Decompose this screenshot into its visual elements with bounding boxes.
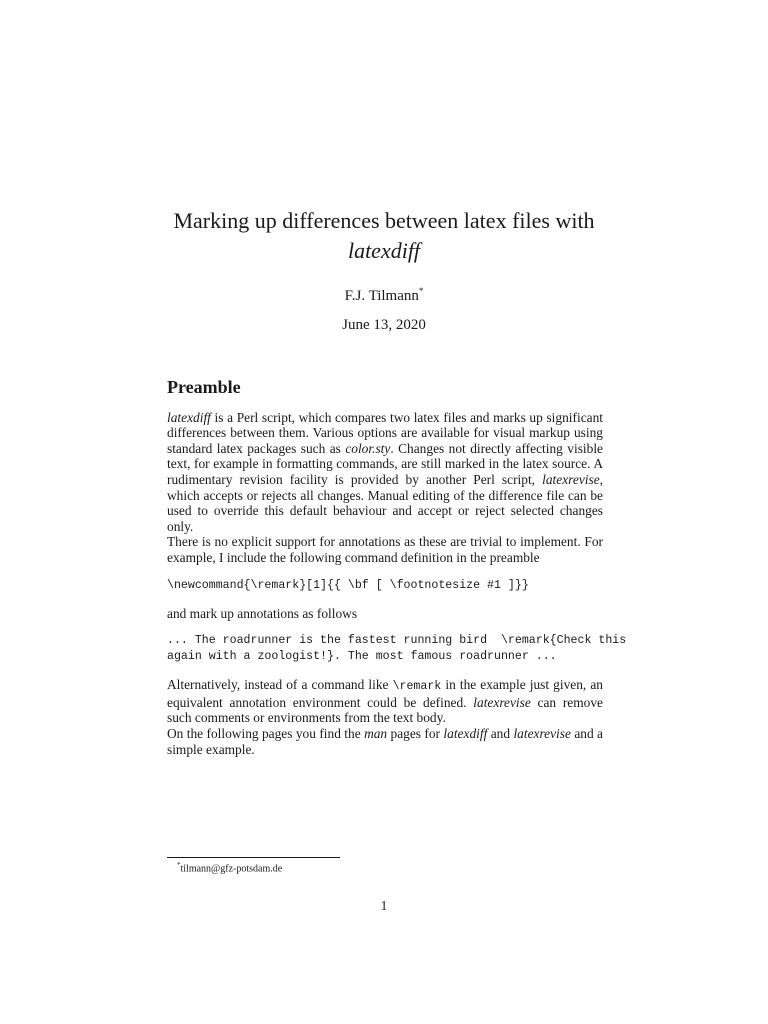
intro-color-sty: color.sty — [345, 440, 391, 456]
intro-text-2: . Changes not directly affecting visible text, for example in formatting commands, are still marked in the latex source. A rudimentary revision facility is provided by another Perl script, — [167, 440, 603, 487]
author-name: F.J. Tilmann — [344, 288, 419, 304]
alt-remark-code: \remark — [392, 680, 442, 694]
document-title — [0, 206, 768, 266]
intro-latexdiff: latexdiff — [167, 409, 211, 425]
paragraph-markup: and mark up annotations as follows — [167, 605, 358, 621]
page-number: 1 — [380, 898, 388, 913]
alt-text-1: Alternatively, instead of a command like — [167, 677, 393, 693]
follow-text-4: and a simple example. — [167, 725, 604, 757]
follow-latexdiff: latexdiff — [443, 725, 488, 741]
title-line-1: Marking up differences between latex files with — [173, 208, 595, 233]
footnote-mark: * — [177, 861, 181, 869]
footnote-email: tilmann@gfz-potsdam.de — [180, 863, 283, 875]
paragraph-alternatively — [167, 677, 603, 726]
paragraph-intro — [167, 410, 603, 535]
code-example-line-2: again with a zoologist!}. The most famous roadrunner ... — [167, 650, 557, 664]
intro-latexrevise: latexrevise — [542, 471, 600, 487]
intro-text-1: is a Perl script, which compares two latex files and marks up significant differences between them. Various options are available for visual markup using standard latex packages such as — [167, 409, 603, 456]
follow-text-1: On the following pages you find the — [167, 725, 365, 741]
intro-text-3: , which accepts or rejects all changes. Manual editing of the difference file can be used to override this default behaviour and accept or reject selected changes only. — [167, 471, 603, 534]
follow-man: man — [364, 725, 388, 741]
code-newcommand: \newcommand{\remark}[1]{{ \bf [ \footnotesize #1 ]}} — [167, 578, 529, 592]
follow-latexrevise: latexrevise — [513, 725, 571, 741]
section-heading: Preamble — [167, 377, 241, 397]
code-example — [167, 633, 627, 665]
follow-text-3: and — [487, 725, 514, 741]
title-block — [0, 206, 768, 334]
paragraph-following — [167, 726, 603, 757]
document-body — [167, 377, 627, 757]
alt-text-3: can remove such comments or environments from the text body. — [167, 694, 604, 726]
footnote-rule — [167, 857, 340, 858]
code-example-line-1: ... The roadrunner is the fastest running bird \remark{Check this — [167, 634, 627, 648]
title-line-2: latexdiff — [347, 238, 421, 263]
document-date: June 13, 2020 — [342, 317, 426, 333]
footnote — [177, 861, 282, 874]
follow-text-2: pages for — [387, 725, 444, 741]
paragraph-annotations: There is no explicit support for annotations as these are trivial to implement. For example, I include the following command definition in the preamble — [167, 534, 603, 565]
author-footnote-mark: * — [418, 286, 424, 296]
alt-text-2: in the example just given, an equivalent annotation environment could be defined. — [167, 677, 603, 710]
author — [0, 286, 768, 305]
alt-latexrevise: latexrevise — [473, 694, 531, 710]
